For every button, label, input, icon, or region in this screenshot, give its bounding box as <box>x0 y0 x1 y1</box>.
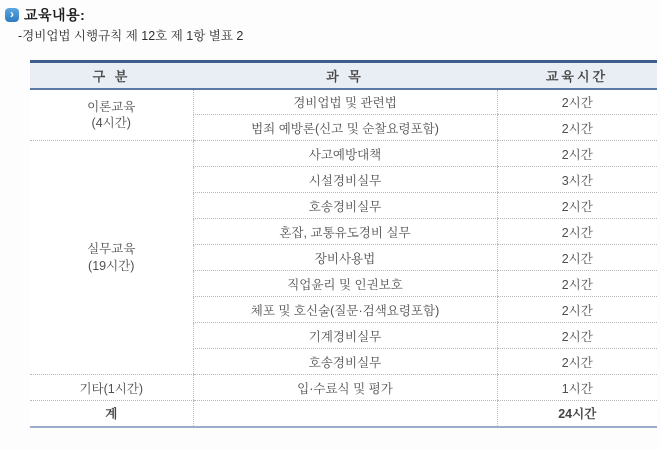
total-hours-cell: 24시간 <box>497 401 657 427</box>
hours-cell: 2시간 <box>497 323 657 349</box>
column-header-subject: 과 목 <box>193 62 497 89</box>
subject-cell: 사고예방대책 <box>193 141 497 167</box>
hours-cell: 2시간 <box>497 89 657 115</box>
hours-cell: 1시간 <box>497 375 657 401</box>
table-row <box>30 375 657 401</box>
table-row <box>30 89 657 115</box>
group-label-practice <box>30 141 193 375</box>
group-label-theory <box>30 89 193 141</box>
hours-cell: 2시간 <box>497 115 657 141</box>
page-subtitle: -경비업법 시행규칙 제 12호 제 1항 별표 2 <box>18 29 244 43</box>
section-header <box>5 5 85 25</box>
total-subject-cell <box>193 401 497 427</box>
subject-cell: 장비사용법 <box>193 245 497 271</box>
subject-cell: 입·수료식 및 평가 <box>193 375 497 401</box>
subject-cell: 범죄 예방론(신고 및 순찰요령포함) <box>193 115 497 141</box>
education-table <box>30 60 657 428</box>
hours-cell: 2시간 <box>497 271 657 297</box>
total-label: 계 <box>30 401 193 427</box>
hours-cell: 2시간 <box>497 193 657 219</box>
column-header-hours: 교육시간 <box>497 62 657 89</box>
subject-cell: 경비업법 및 관련법 <box>193 89 497 115</box>
double-chevron-right-icon: › <box>5 8 19 22</box>
hours-cell: 2시간 <box>497 245 657 271</box>
hours-cell: 2시간 <box>497 219 657 245</box>
subject-cell: 시설경비실무 <box>193 167 497 193</box>
hours-cell: 2시간 <box>497 297 657 323</box>
table-header-row <box>30 62 657 89</box>
subject-cell: 호송경비실무 <box>193 193 497 219</box>
group-label-text: 이론교육 <box>87 99 136 114</box>
subject-cell: 기계경비실무 <box>193 323 497 349</box>
page-title: 교육내용: <box>24 7 86 23</box>
total-row <box>30 401 657 427</box>
column-header-category: 구 분 <box>30 62 193 89</box>
subject-cell: 혼잡, 교통유도경비 실무 <box>193 219 497 245</box>
subject-cell: 호송경비실무 <box>193 349 497 375</box>
subject-cell: 직업윤리 및 인권보호 <box>193 271 497 297</box>
group-label-text: 실무교육 <box>87 242 136 257</box>
group-sublabel-text: (4시간) <box>91 115 131 130</box>
group-label-etc: 기타(1시간) <box>30 375 193 401</box>
hours-cell: 2시간 <box>497 141 657 167</box>
group-sublabel-text: (19시간) <box>88 258 135 273</box>
hours-cell: 3시간 <box>497 167 657 193</box>
hours-cell: 2시간 <box>497 349 657 375</box>
subject-cell: 체포 및 호신술(질문·검색요령포함) <box>193 297 497 323</box>
table-row <box>30 141 657 167</box>
